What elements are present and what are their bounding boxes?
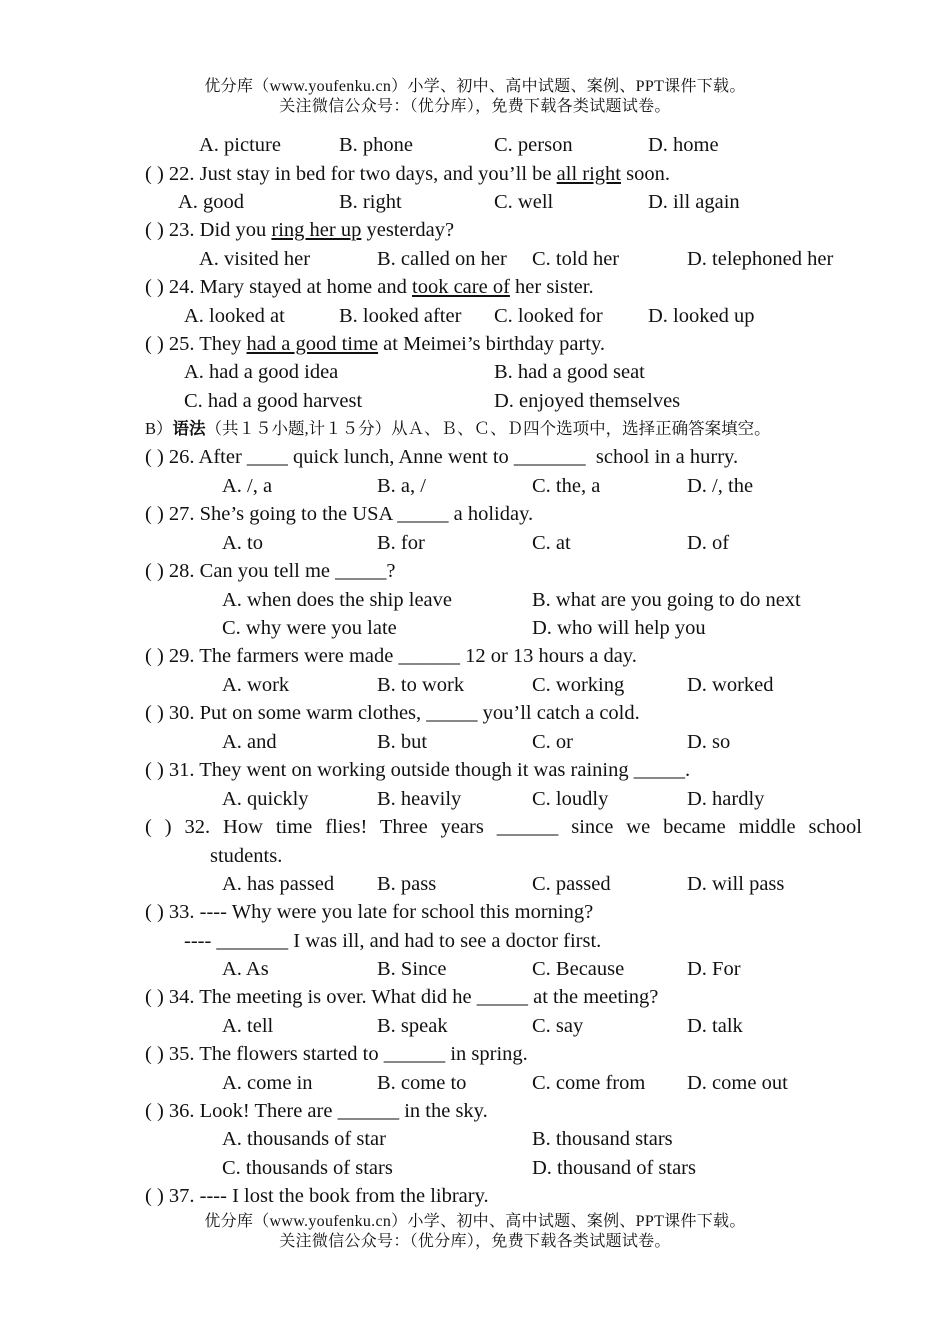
q24-option-d: D. looked up [648, 305, 755, 327]
q26-option-d: D. /, the [687, 475, 754, 497]
q24-option-c: C. looked for [494, 305, 603, 327]
q21-option-d: D. home [648, 134, 719, 156]
q29-option-b: B. to work [377, 674, 465, 696]
q23-option-a: A. visited her [199, 248, 311, 270]
q28-stem: ( ) 28. Can you tell me _____? [145, 560, 396, 582]
q28-option-c: C. why were you late [222, 617, 397, 639]
q35-option-d: D. come out [687, 1072, 788, 1094]
q32-option-d: D. will pass [687, 873, 785, 895]
q25-option-c: C. had a good harvest [184, 390, 363, 412]
q30-option-c: C. or [532, 731, 573, 753]
q29-option-d: D. worked [687, 674, 774, 696]
q27-option-b: B. for [377, 532, 425, 554]
q32-stem-cont: students. [210, 845, 283, 867]
q31-option-d: D. hardly [687, 788, 765, 810]
header-line-2: 关注微信公众号：（优分库），免费下载各类试题试卷。 [279, 98, 671, 115]
q23-option-c: C. told her [532, 248, 620, 270]
q23-stem: ( ) 23. Did you ring her up yesterday? [145, 219, 455, 241]
q24-option-a: A. looked at [184, 305, 285, 327]
q28-option-b: B. what are you going to do next [532, 589, 801, 611]
q24-stem: ( ) 24. Mary stayed at home and took care of her sister. [145, 276, 594, 298]
q35-option-b: B. come to [377, 1072, 467, 1094]
q30-option-a: A. and [222, 731, 277, 753]
footer-line-1: 优分库（www.youfenku.cn）小学、初中、高中试题、案例、PPT课件下载。 [204, 1213, 746, 1230]
q30-option-d: D. so [687, 731, 731, 753]
q32-option-b: B. pass [377, 873, 437, 895]
q22-stem: ( ) 22. Just stay in bed for two days, and you’ll be all right soon. [145, 163, 670, 185]
footer-line-2: 关注微信公众号：（优分库），免费下载各类试题试卷。 [279, 1233, 671, 1250]
q25-option-a: A. had a good idea [184, 361, 339, 383]
q34-option-c: C. say [532, 1015, 584, 1037]
q36-option-d: D. thousand of stars [532, 1157, 696, 1179]
q36-option-b: B. thousand stars [532, 1128, 673, 1150]
section-b-heading: B）语法（共１５小题,计１５分）从Ａ、Ｂ、Ｃ、Ｄ四个选项中，选择正确答案填空。 [145, 419, 771, 438]
q28-option-a: A. when does the ship leave [222, 589, 452, 611]
q31-option-a: A. quickly [222, 788, 309, 810]
q27-option-a: A. to [222, 532, 263, 554]
q23-option-b: B. called on her [377, 248, 507, 270]
q26-option-b: B. a, / [377, 475, 426, 497]
q22-option-c: C. well [494, 191, 554, 213]
q34-stem: ( ) 34. The meeting is over. What did he _____ at the meeting? [145, 986, 659, 1008]
q36-stem: ( ) 36. Look! There are ______ in the sky. [145, 1100, 488, 1122]
q36-option-c: C. thousands of stars [222, 1157, 393, 1179]
q31-option-c: C. loudly [532, 788, 609, 810]
q30-stem: ( ) 30. Put on some warm clothes, _____ you’ll catch a cold. [145, 702, 640, 724]
header-line-1: 优分库（www.youfenku.cn）小学、初中、高中试题、案例、PPT课件下载。 [204, 78, 746, 95]
q26-option-a: A. /, a [222, 475, 273, 497]
q27-option-d: D. of [687, 532, 730, 554]
q25-stem: ( ) 25. They had a good time at Meimei’s birthday party. [145, 333, 606, 355]
q34-option-a: A. tell [222, 1015, 274, 1037]
q37-stem: ( ) 37. ---- I lost the book from the library. [145, 1185, 489, 1207]
q29-option-c: C. working [532, 674, 625, 696]
q34-option-d: D. talk [687, 1015, 743, 1037]
q33-option-d: D. For [687, 958, 741, 980]
q21-option-b: B. phone [339, 134, 414, 156]
q25-option-b: B. had a good seat [494, 361, 645, 383]
q22-option-d: D. ill again [648, 191, 740, 213]
q26-option-c: C. the, a [532, 475, 601, 497]
q28-option-d: D. who will help you [532, 617, 706, 639]
q32-stem: ( ) 32. How time flies! Three years ______ since we became middle school [145, 816, 862, 838]
q33-option-b: B. Since [377, 958, 447, 980]
q26-stem: ( ) 26. After ____ quick lunch, Anne went to _______ school in a hurry. [145, 446, 739, 468]
q23-option-d: D. telephoned her [687, 248, 834, 270]
q21-option-c: C. person [494, 134, 573, 156]
q32-option-c: C. passed [532, 873, 611, 895]
q24-option-b: B. looked after [339, 305, 462, 327]
q36-option-a: A. thousands of star [222, 1128, 386, 1150]
q31-stem: ( ) 31. They went on working outside though it was raining _____. [145, 759, 691, 781]
q29-stem: ( ) 29. The farmers were made ______ 12 or 13 hours a day. [145, 645, 637, 667]
q32-option-a: A. has passed [222, 873, 335, 895]
q25-option-d: D. enjoyed themselves [494, 390, 681, 412]
q21-option-a: A. picture [199, 134, 281, 156]
q30-option-b: B. but [377, 731, 428, 753]
q35-option-a: A. come in [222, 1072, 313, 1094]
q33-option-c: C. Because [532, 958, 625, 980]
q35-option-c: C. come from [532, 1072, 646, 1094]
q33-stem: ( ) 33. ---- Why were you late for school this morning? [145, 901, 594, 923]
q33-option-a: A. As [222, 958, 269, 980]
q29-option-a: A. work [222, 674, 290, 696]
q27-stem: ( ) 27. She’s going to the USA _____ a holiday. [145, 503, 534, 525]
q22-option-a: A. good [178, 191, 245, 213]
q22-option-b: B. right [339, 191, 402, 213]
q31-option-b: B. heavily [377, 788, 462, 810]
q33-stem-reply: ---- _______ I was ill, and had to see a doctor first. [184, 930, 602, 952]
q27-option-c: C. at [532, 532, 571, 554]
q34-option-b: B. speak [377, 1015, 448, 1037]
q35-stem: ( ) 35. The flowers started to ______ in spring. [145, 1043, 528, 1065]
